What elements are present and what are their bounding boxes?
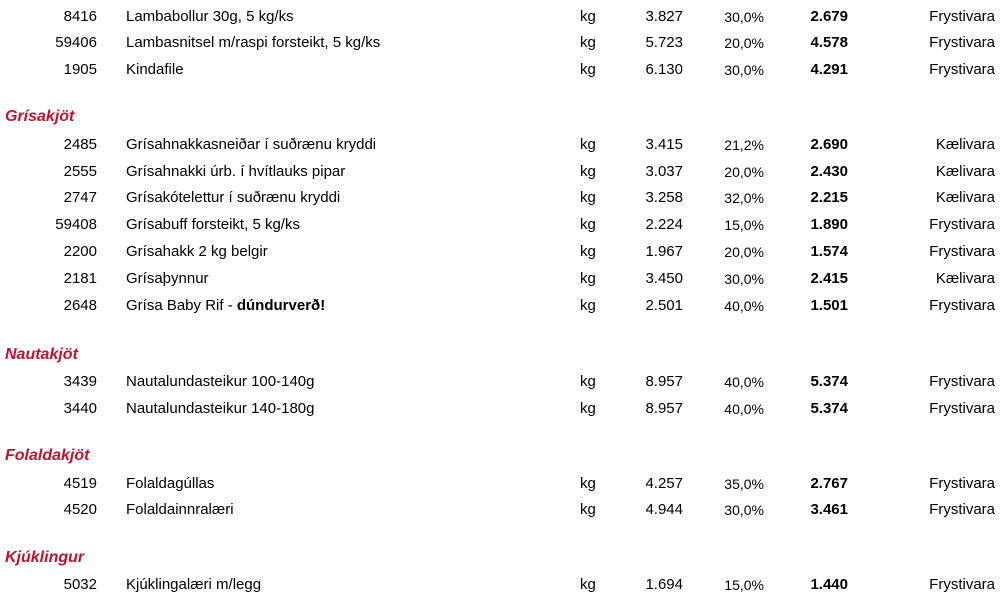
table-row: [0, 293, 1000, 319]
product-name: Folaldainnralæri: [126, 501, 234, 518]
product-name: Lambabollur 30g, 5 kg/ks: [126, 8, 294, 25]
table-row: [0, 239, 1000, 265]
section-heading-grisakjot: Grísakjöt: [5, 108, 75, 125]
unit: kg: [580, 34, 596, 51]
product-code: 2200: [63, 243, 97, 260]
storage-type: Frystivara: [929, 475, 995, 492]
unit: kg: [580, 400, 596, 417]
product-name: Lambasnitsel m/raspi forsteikt, 5 kg/ks: [126, 34, 381, 51]
list-price: 3.827: [645, 8, 683, 25]
table-row: [0, 4, 1000, 30]
product-code: 2747: [63, 189, 97, 206]
net-price: 4.291: [810, 61, 848, 78]
storage-type: Kælivara: [935, 189, 995, 206]
list-price: 3.415: [645, 136, 683, 153]
product-code: 2648: [63, 297, 97, 314]
product-code: 4519: [63, 475, 97, 492]
product-code: 4520: [63, 501, 97, 518]
discount: 30,0%: [724, 62, 764, 78]
list-price: 5.723: [645, 34, 683, 51]
discount: 40,0%: [724, 374, 764, 390]
unit: kg: [580, 136, 596, 153]
net-price: 5.374: [810, 400, 848, 417]
discount: 30,0%: [724, 502, 764, 518]
list-price: 2.501: [645, 297, 683, 314]
discount: 35,0%: [724, 476, 764, 492]
discount: 20,0%: [724, 244, 764, 260]
storage-type: Frystivara: [929, 576, 995, 593]
product-name: Nautalundasteikur 100-140g: [126, 373, 315, 390]
product-name: Grísaþynnur: [126, 270, 209, 287]
list-price: 4.944: [645, 501, 683, 518]
list-price: 3.258: [645, 189, 683, 206]
product-code: 3439: [63, 373, 97, 390]
storage-type: Frystivara: [929, 34, 995, 51]
discount: 40,0%: [724, 298, 764, 314]
unit: kg: [580, 501, 596, 518]
discount: 20,0%: [724, 35, 764, 51]
product-name: Grísabuff forsteikt, 5 kg/ks: [126, 216, 300, 233]
product-name-prefix: Grísa Baby Rif -: [126, 297, 237, 314]
storage-type: Frystivara: [929, 373, 995, 390]
discount: 15,0%: [724, 577, 764, 593]
unit: kg: [580, 576, 596, 593]
storage-type: Frystivara: [929, 61, 995, 78]
storage-type: Frystivara: [929, 8, 995, 25]
list-price: 1.694: [645, 576, 683, 593]
discount: 20,0%: [724, 164, 764, 180]
table-row: [0, 132, 1000, 158]
net-price: 1.890: [810, 216, 848, 233]
net-price: 1.440: [810, 576, 848, 593]
storage-type: Frystivara: [929, 400, 995, 417]
net-price: 2.415: [810, 270, 848, 287]
product-name: Grísakótelettur í suðrænu kryddi: [126, 189, 341, 206]
list-price: 3.450: [645, 270, 683, 287]
unit: kg: [580, 270, 596, 287]
product-name: Folaldagúllas: [126, 475, 215, 492]
unit: kg: [580, 243, 596, 260]
net-price: 2.679: [810, 8, 848, 25]
list-price: 1.967: [645, 243, 683, 260]
product-name: Grísahakk 2 kg belgir: [126, 243, 268, 260]
table-row: [0, 471, 1000, 497]
list-price: 4.257: [645, 475, 683, 492]
unit: kg: [580, 475, 596, 492]
unit: kg: [580, 297, 596, 314]
storage-type: Frystivara: [929, 501, 995, 518]
product-code: 59408: [55, 216, 97, 233]
net-price: 2.215: [810, 189, 848, 206]
net-price: 2.430: [810, 163, 848, 180]
discount: 40,0%: [724, 401, 764, 417]
discount: 30,0%: [724, 9, 764, 25]
product-name: Grísahnakkasneiðar í suðrænu kryddi: [126, 136, 377, 153]
unit: kg: [580, 8, 596, 25]
list-price: 6.130: [645, 61, 683, 78]
net-price: 1.574: [810, 243, 848, 260]
section-heading-nautakjot: Nautakjöt: [5, 346, 78, 363]
unit: kg: [580, 373, 596, 390]
unit: kg: [580, 189, 596, 206]
net-price: 2.767: [810, 475, 848, 492]
discount: 30,0%: [724, 271, 764, 287]
table-row: [0, 185, 1000, 211]
net-price: 1.501: [810, 297, 848, 314]
table-row: [0, 159, 1000, 185]
discount: 21,2%: [724, 137, 764, 153]
net-price: 4.578: [810, 34, 848, 51]
product-code: 2181: [63, 270, 97, 287]
unit: kg: [580, 216, 596, 233]
section-heading-folaldakjot: Folaldakjöt: [5, 447, 90, 464]
product-name: [126, 293, 325, 319]
product-name: Grísahnakki úrb. í hvítlauks pipar: [126, 163, 346, 180]
list-price: 3.037: [645, 163, 683, 180]
product-name: Kjúklingalæri m/legg: [126, 576, 262, 593]
list-price: 2.224: [645, 216, 683, 233]
product-code: 8416: [63, 8, 97, 25]
promo-highlight: dúndurverð!: [236, 297, 326, 314]
product-code: 59406: [55, 34, 97, 51]
product-name: Nautalundasteikur 140-180g: [126, 400, 315, 417]
table-row: [0, 369, 1000, 395]
discount: 15,0%: [724, 217, 764, 233]
storage-type: Frystivara: [929, 216, 995, 233]
storage-type: Kælivara: [935, 270, 995, 287]
table-row: [0, 57, 1000, 83]
table-row: [0, 30, 1000, 56]
discount: 32,0%: [724, 190, 764, 206]
table-row: [0, 572, 1000, 598]
table-row: [0, 266, 1000, 292]
unit: kg: [580, 163, 596, 180]
net-price: 5.374: [810, 373, 848, 390]
storage-type: Frystivara: [929, 297, 995, 314]
list-price: 8.957: [645, 373, 683, 390]
product-name: Kindafile: [126, 61, 184, 78]
storage-type: Kælivara: [935, 163, 995, 180]
storage-type: Frystivara: [929, 243, 995, 260]
table-row: [0, 497, 1000, 523]
net-price: 3.461: [810, 501, 848, 518]
product-code: 2485: [63, 136, 97, 153]
net-price: 2.690: [810, 136, 848, 153]
storage-type: Kælivara: [935, 136, 995, 153]
product-code: 2555: [63, 163, 97, 180]
product-code: 1905: [63, 61, 97, 78]
list-price: 8.957: [645, 400, 683, 417]
unit: kg: [580, 61, 596, 78]
product-code: 3440: [63, 400, 97, 417]
table-row: [0, 212, 1000, 238]
section-heading-kjuklingur: Kjúklingur: [5, 549, 85, 566]
table-row: [0, 396, 1000, 422]
product-code: 5032: [63, 576, 97, 593]
